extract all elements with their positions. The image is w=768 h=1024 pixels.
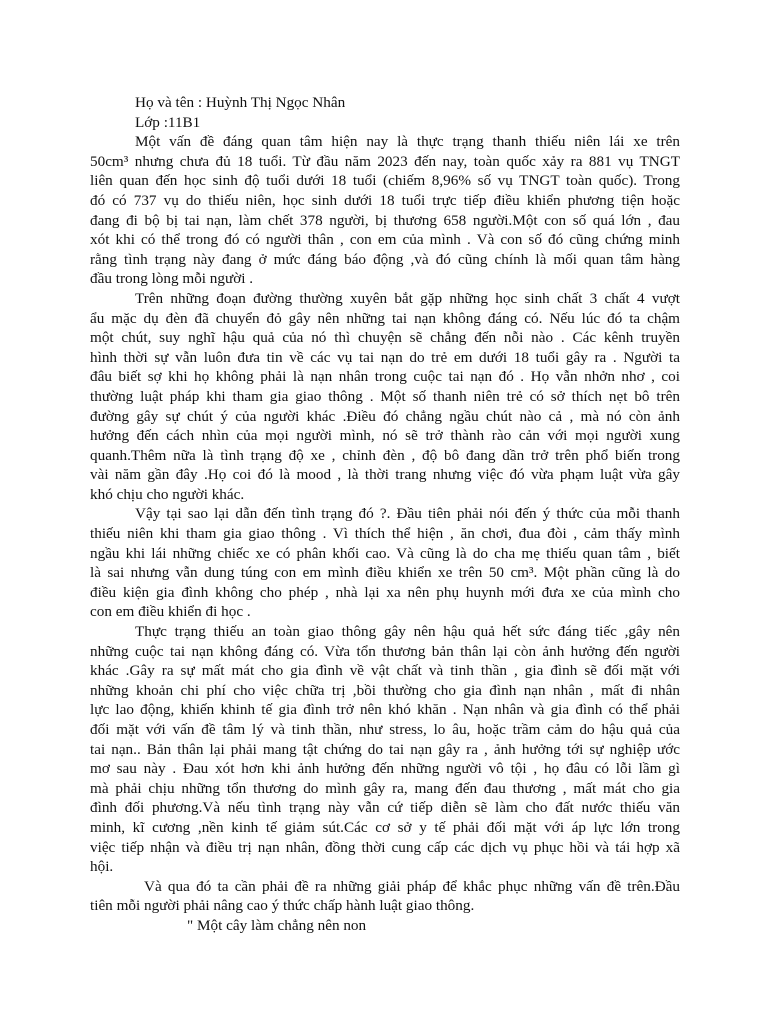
paragraph-line: liên quan đến học sinh độ tuổi dưới 18 tuổi (chiếm 8,96% số vụ TNGT toàn quốc). Trong (90, 172, 680, 190)
paragraph-line: Thực trạng thiếu an toàn giao thông gây nên hậu quả hết sức đáng tiếc ,gây nên (135, 623, 680, 641)
paragraph-line: hội. (90, 858, 114, 876)
paragraph-line: khó chịu cho người khác. (90, 485, 245, 503)
paragraph-line: những cuộc tai nạn không đáng có. Vừa tổn thương bản thân lại còn ảnh hưởng đến người (90, 642, 680, 660)
paragraph-5 (90, 877, 680, 916)
paragraph-line: minh, kĩ cương ,nền kinh tế giảm sút.Các cơ sở y tế phải đối mặt với áp lực lớn trong (90, 818, 680, 836)
paragraph-line: thiếu niên khi tham gia giao thông . Vì thích thể hiện , ăn chơi, đua đòi , cảm thấy mình (90, 525, 680, 543)
paragraph-line: đình đối phương.Và nếu tình trạng này vẫn cứ tiếp diễn sẽ làm cho đất nước thiếu văn (90, 799, 680, 817)
paragraph-line: mơ sau này . Đau xót hơn khi ảnh hưởng đến những người vô tội , họ đâu có lỗi lầm gì (90, 760, 680, 778)
paragraph-line: quanh.Thêm nữa là tình trạng độ xe , chỉnh đèn , độ bô đang dần trở trên phổ biến trong (90, 446, 680, 464)
document-page (90, 93, 680, 936)
paragraph-line: đang đi bộ bị tai nạn, làm chết 378 người, bị thương 658 người.Một con số quá lớn , đau (90, 211, 680, 229)
paragraph-line: Trên những đoạn đường thường xuyên bắt gặp những học sinh chất 3 chất 4 vượt (135, 289, 680, 307)
paragraph-line: Vậy tại sao lại dẫn đến tình trạng đó ?. Đầu tiên phải nói đến ý thức của mỗi thanh (135, 505, 680, 523)
paragraph-line: hình thời sự vẫn luôn đưa tin về các vụ tai nạn do trẻ em dưới 18 tuổi gây ra . Người ta (90, 348, 680, 366)
proverb-quote-line: " Một cây làm chẳng nên non (187, 916, 367, 934)
paragraph-4 (90, 622, 680, 877)
paragraph-line: 50cm³ nhưng chưa đủ 18 tuổi. Từ đầu năm 2023 đến nay, toàn quốc xảy ra 881 vụ TNGT (90, 152, 680, 170)
paragraph-line: khác .Gây ra sự mất mát cho gia đình về vật chất và tinh thần , gia đình sẽ đối mặt với (90, 662, 680, 680)
paragraph-line: đường gây sự chút ý của người khác .Điều đó chẳng ngầu chút nào cả , mà nó còn ảnh (90, 407, 680, 425)
paragraph-line: vài năm gần đây .Họ coi đó là mood , là thời trang nhưng việc đó vừa phạm luật vừa gây (90, 466, 680, 484)
paragraph-line: Một vấn đề đáng quan tâm hiện nay là thực trạng thanh thiếu niên lái xe trên (135, 133, 680, 151)
paragraph-line: đầu trong lòng mỗi người . (90, 270, 254, 288)
paragraph-line: đâu biết sợ khi họ không phải là nạn nhân trong cuộc tai nạn đó . Họ vẫn nhởn nhơ , coi (90, 368, 680, 386)
paragraph-2 (90, 289, 680, 505)
paragraph-line: ẩu mặc dụ đèn đã chuyển đỏ gây nên những tai nạn không đáng có. Nếu lúc đó ta chậm (90, 309, 680, 327)
paragraph-line: việc tiếp nhận và điều trị nạn nhân, đồng thời cung cấp các dịch vụ phục hồi và tái hợp xã (90, 838, 680, 856)
paragraph-line: là sai nhưng vẫn dung túng con em mình điều khiển xe trên 50 cm³. Một phần cũng là do (90, 564, 680, 582)
paragraph-line: một chút, suy nghĩ hậu quả của nó thì chuyện sẽ chẳng đến nỗi nào . Các kênh truyền (90, 329, 680, 347)
student-class-line: Lớp :11B1 (135, 113, 201, 131)
paragraph-line: lực lao động, khiến khinh tế gia đình trở nên khó khăn . Nạn nhân và gia đình có thể phải (90, 701, 680, 719)
paragraph-3 (90, 504, 680, 622)
paragraph-line: hưởng đến cách nhìn của mọi người mình, nó sẽ trở thành rào cản với mọi người xung (90, 427, 680, 445)
paragraph-line: rằng tình trạng này đang ở mức đáng báo động ,và đó cũng chính là mối quan tâm hàng (90, 250, 680, 268)
paragraph-1 (90, 132, 680, 289)
paragraph-line: xót khi có thể trong đó có người thân , con em của mình . Và con số đó cũng chứng minh (90, 231, 680, 249)
paragraph-line: Và qua đó ta cần phải đề ra những giải pháp để khắc phục những vấn đề trên.Đầu (144, 877, 680, 895)
paragraph-line: tai nạn.. Bản thân lại phải mang tật chứng do tai nạn gây ra , ảnh hưởng tới sự nghiệp ước (90, 740, 680, 758)
paragraph-line: thường luật pháp khi tham gia giao thông . Một số thanh niên trẻ có sở thích nẹt bô trên (90, 387, 680, 405)
paragraph-line: đó có 737 vụ do thiếu niên, học sinh dưới 18 tuổi trực tiếp điều khiển phương tiện hoặc (90, 191, 680, 209)
paragraph-line: mà phải chịu những tổn thương do mình gây ra, mang đến đau thương , mất mát cho gia (90, 779, 680, 797)
paragraph-line: tiên mỗi người phải nâng cao ý thức chấp hành luật giao thông. (90, 897, 475, 915)
paragraph-line: con em điều khiển đi học . (90, 603, 251, 621)
paragraph-line: những khoản chi phí cho việc chữa trị ,bồi thường cho gia đình nạn nhân , mất đi nhân (90, 681, 680, 699)
student-name-line: Họ và tên : Huỳnh Thị Ngọc Nhân (135, 94, 346, 111)
paragraph-line: đối mặt với vấn đề tâm lý và tinh thần, như stress, lo âu, hoặc trầm cảm do hậu quả của (90, 721, 680, 738)
paragraph-line: ngầu khi lái những chiếc xe có phân khối cao. Và cũng là do cha mẹ thiếu quan tâm , biết (90, 544, 680, 562)
paragraph-line: điều kiện gia đình không cho phép , nhà lại xa nên phụ huynh mới đưa xe của mình cho (90, 583, 680, 601)
